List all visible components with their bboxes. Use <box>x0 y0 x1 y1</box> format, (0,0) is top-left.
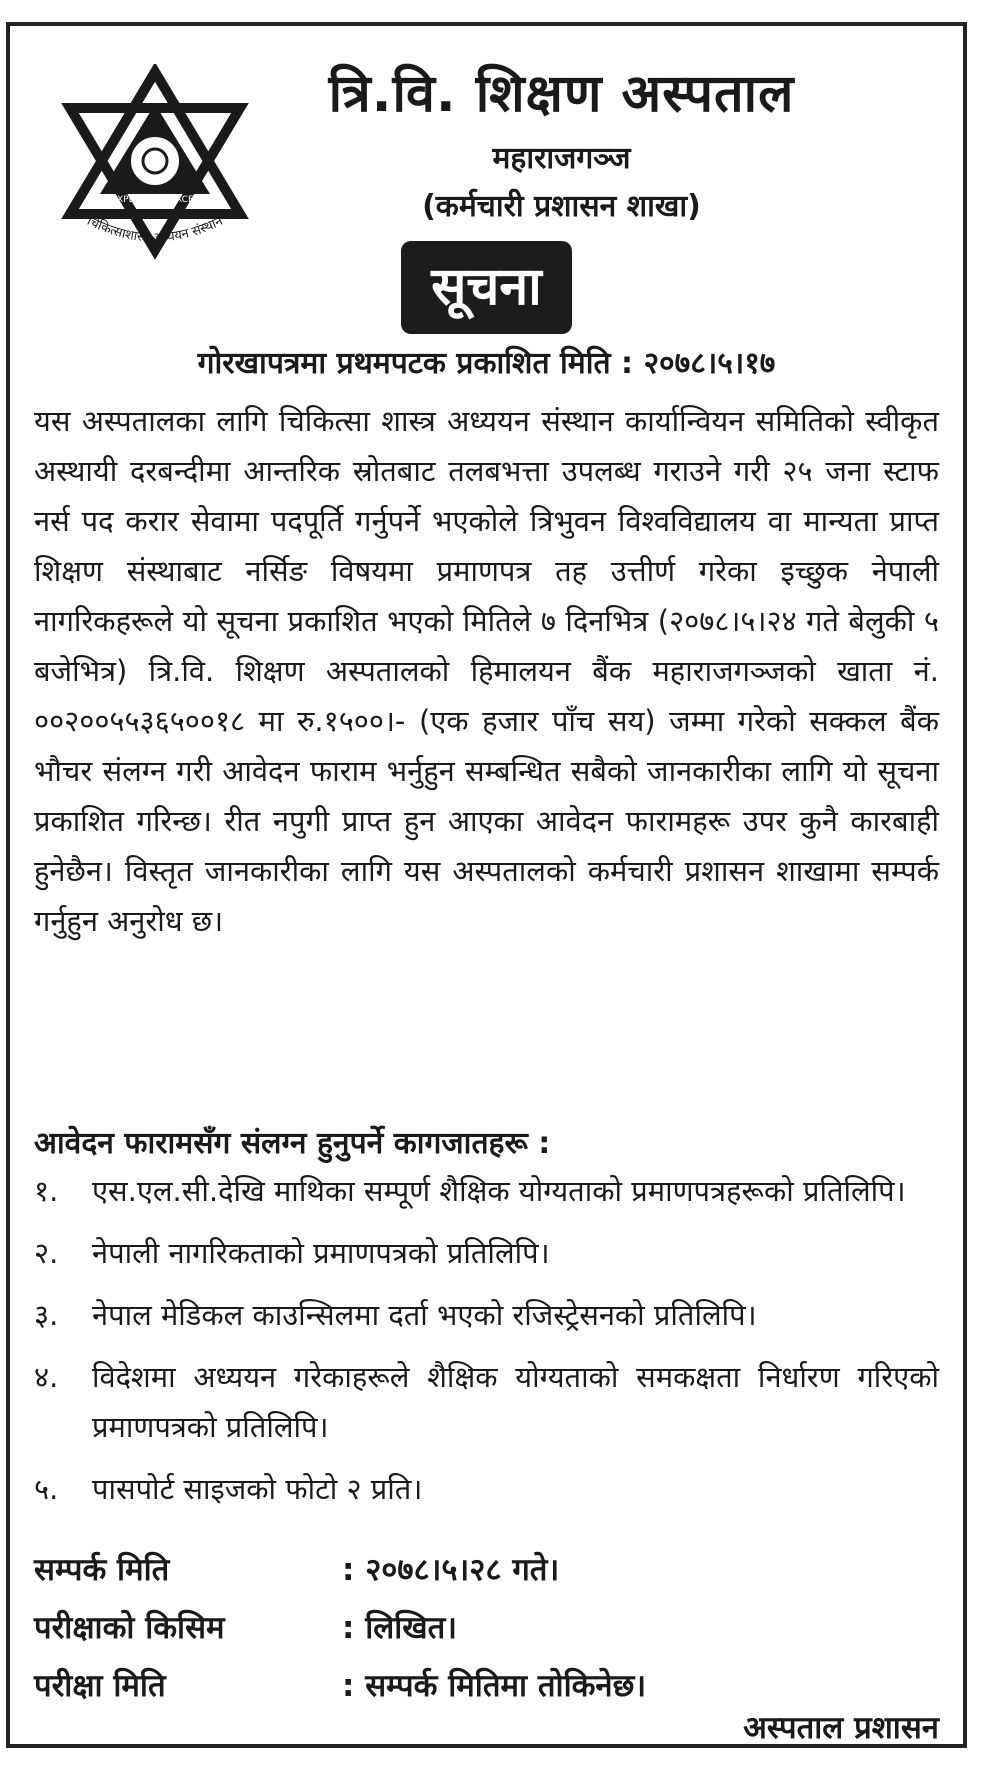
list-item <box>34 1464 939 1514</box>
list-number: ४. <box>34 1360 59 1394</box>
list-text: पासपोर्ट साइजको फोटो २ प्रति। <box>92 1472 423 1506</box>
list-text: नेपाली नागरिकताको प्रमाणपत्रको प्रतिलिपि। <box>92 1236 550 1270</box>
info-label: सम्पर्क मिति <box>34 1552 170 1588</box>
documents-list <box>34 1166 939 1526</box>
list-number: २. <box>34 1236 59 1270</box>
info-label: परीक्षा मिति <box>34 1668 166 1704</box>
logo-band-text: EXPERIENCE EXCEL <box>111 195 199 205</box>
location: महाराजगञ्ज <box>492 141 631 176</box>
info-value: : २०७८।५।२८ गते। <box>342 1552 560 1588</box>
list-text: विदेशमा अध्ययन गरेकाहरूले शैक्षिक योग्यताको समकक्षता निर्धारण गरिएको प्रमाणपत्रको प्रतिलिपि। <box>92 1360 939 1444</box>
logo-arc-text: चिकित्साशास्त्र अध्ययन संस्थान <box>84 213 226 246</box>
info-label: परीक्षाको किसिम <box>34 1610 225 1646</box>
list-text: एस.एल.सी.देखि माथिका सम्पूर्ण शैक्षिक योग्यताको प्रमाणपत्रहरूको प्रतिलिपि। <box>92 1174 906 1208</box>
notice-banner: सूचना <box>401 241 572 334</box>
list-item <box>34 1228 939 1278</box>
exam-info <box>34 1541 646 1715</box>
department: (कर्मचारी प्रशासन शाखा) <box>422 189 701 224</box>
list-text: नेपाल मेडिकल काउन्सिलमा दर्ता भएको रजिस्ट्रेसनको प्रतिलिपि। <box>92 1298 757 1332</box>
publication-date: गोरखापत्रमा प्रथमपटक प्रकाशित मिति : २०७८।५।१७ <box>197 346 776 381</box>
list-item <box>34 1290 939 1340</box>
info-row <box>34 1599 646 1657</box>
notice-body: यस अस्पतालका लागि चिकित्सा शास्त्र अध्ययन संस्थान कार्यान्वियन समितिको स्वीकृत अस्थायी दरबन्दीमा आन्तरिक स्रोतबाट तलबभत्ता उपलब्ध गराउने गरी २५ जना स्टाफ नर्स पद करार सेवामा पदपूर्ति गर्नुपर्ने भएकोले त्रिभुवन विश्वविद्यालय वा मान्यता प्राप्त शिक्षण संस्थाबाट नर्सिङ विषयमा प्रमाणपत्र तह उत्तीर्ण गरेका इच्छुक नेपाली नागरिकहरूले यो सूचना प्रकाशित भएको मितिले ७ दिनभित्र (२०७८।५।२४ गते बेलुकी ५ बजेभित्र) त्रि.वि. शिक्षण अस्पतालको हिमालयन बैंक महाराजगञ्जको खाता नं. ००२००५५३६५००१८ मा रु.१५००।- (एक हजार पाँच सय) जम्मा गरेको सक्कल बैंक भौचर संलग्न गरी आवेदन फाराम भर्नुहुन सम्बन्धित सबैको जानकारीका लागि यो सूचना प्रकाशित गरिन्छ। रीत नपुगी प्राप्त हुन आएका आवेदन फारामहरू उपर कुनै कारबाही हुनेछैन। विस्तृत जानकारीका लागि यस अस्पतालको कर्मचारी प्रशासन शाखामा सम्पर्क गर्नुहुन अनुरोध छ। <box>34 404 939 938</box>
info-value: : लिखित। <box>342 1610 458 1646</box>
info-row <box>34 1657 646 1715</box>
documents-heading: आवेदन फारामसँग संलग्न हुनुपर्ने कागजातहरू : <box>34 1126 551 1161</box>
list-item <box>34 1166 939 1216</box>
list-number: ५. <box>34 1472 59 1506</box>
hospital-title: त्रि.वि. शिक्षण अस्पताल <box>328 64 795 124</box>
list-number: १. <box>34 1174 59 1208</box>
info-value: : सम्पर्क मितिमा तोकिनेछ। <box>342 1668 647 1704</box>
signature: अस्पताल प्रशासन <box>743 1710 939 1746</box>
info-row <box>34 1541 646 1599</box>
list-number: ३. <box>34 1298 59 1332</box>
list-item <box>34 1352 939 1452</box>
notice-frame <box>6 22 967 1748</box>
